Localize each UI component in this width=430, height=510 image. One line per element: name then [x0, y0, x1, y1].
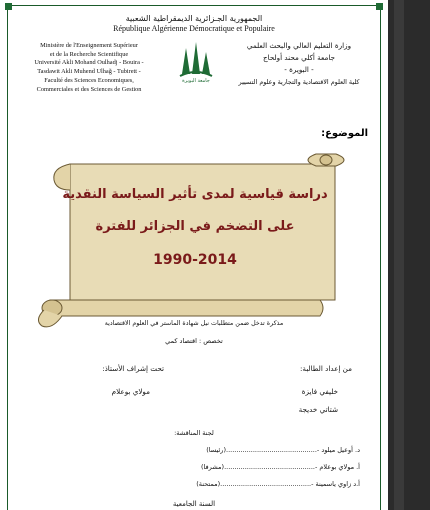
- institution-arabic: [224, 40, 374, 88]
- institution-line: كلية العلوم الاقتصادية والتجارية وعلوم التسيير: [238, 78, 360, 86]
- specialty-text: تخصص : اقتصاد كمي: [165, 337, 223, 345]
- scroll-banner: [30, 150, 355, 335]
- institution-line: et de la Recherche Scientifique: [49, 50, 129, 58]
- institution-line: وزارة التعليم العالي والبحث العلمي: [246, 41, 352, 50]
- border-corner: [376, 3, 383, 10]
- border-corner: [5, 3, 12, 10]
- jury-member: (رئيسا)............................................- د. أوعيل ميلود: [206, 446, 360, 454]
- republic-french: République Algérienne Démocratique et Populaire: [113, 24, 275, 33]
- jury-role: (رئيسا): [206, 446, 226, 454]
- viewer-sidebar: [388, 0, 430, 510]
- institution-french: [14, 42, 164, 94]
- memo-text: مذكرة تدخل ضمن متطلبات نيل شهادة الماستر في العلوم الاقتصادية: [104, 320, 284, 327]
- logo-caption: جامعة البويرة: [182, 78, 210, 84]
- academic-year: السنة الجامعية: [172, 500, 216, 508]
- institution-line: جامعة أكلي محند أولحاج: [262, 53, 335, 62]
- jury-name: - د. أوعيل ميلود: [316, 446, 360, 454]
- institution-line: Ministère de l'Enseignement Supérieur: [40, 42, 138, 49]
- student-name: خليفي فايزة: [301, 387, 338, 396]
- title-line-1: دراسة قياسية لمدى تأثير السياسة النقدية: [62, 187, 328, 202]
- supervisor-name: مولاي بوعلام: [111, 387, 150, 396]
- jury-title: لجنة المناقشة:: [174, 429, 214, 437]
- subject-label: الموضوع:: [321, 128, 368, 139]
- institution-line: Faculté des Sciences Economiques,: [44, 76, 134, 84]
- institution-line: Université Akli Mohand Oulhadj - Bouira -: [34, 59, 144, 67]
- student-name: شتاتي خديجة: [298, 405, 338, 414]
- jury-role: (ممتحنة): [196, 480, 221, 488]
- institution-line: Tasdawit Akli Muhend Ulhağ - Tubirett -: [37, 68, 141, 76]
- viewer-scroll-strip[interactable]: [394, 0, 404, 510]
- republic-arabic: الجمهورية الجـزائرية الديمقراطية الشعبية: [125, 14, 263, 23]
- jury-member: (ممتحنة)............................................- أ.د زاوي ياسمينة: [196, 480, 360, 488]
- institution-line: Commerciales et des Sciences de Gestion: [36, 85, 142, 93]
- title-line-3: 1990-2014: [153, 252, 237, 268]
- title-line-2: على التضخم في الجزائر للفترة: [95, 219, 295, 234]
- jury-name: - أ. مولاي بوعلام: [314, 463, 360, 471]
- students-label: من إعداد الطالبة:: [299, 364, 352, 373]
- supervisor-label: تحت إشراف الأستاذ:: [102, 364, 164, 373]
- jury-name: - أ.د زاوي ياسمينة: [311, 480, 360, 488]
- jury-role: (مشرفا): [201, 463, 225, 471]
- institution-line: - البويرة -: [284, 65, 314, 74]
- jury-member: (مشرفا)............................................- أ. مولاي بوعلام: [201, 463, 360, 471]
